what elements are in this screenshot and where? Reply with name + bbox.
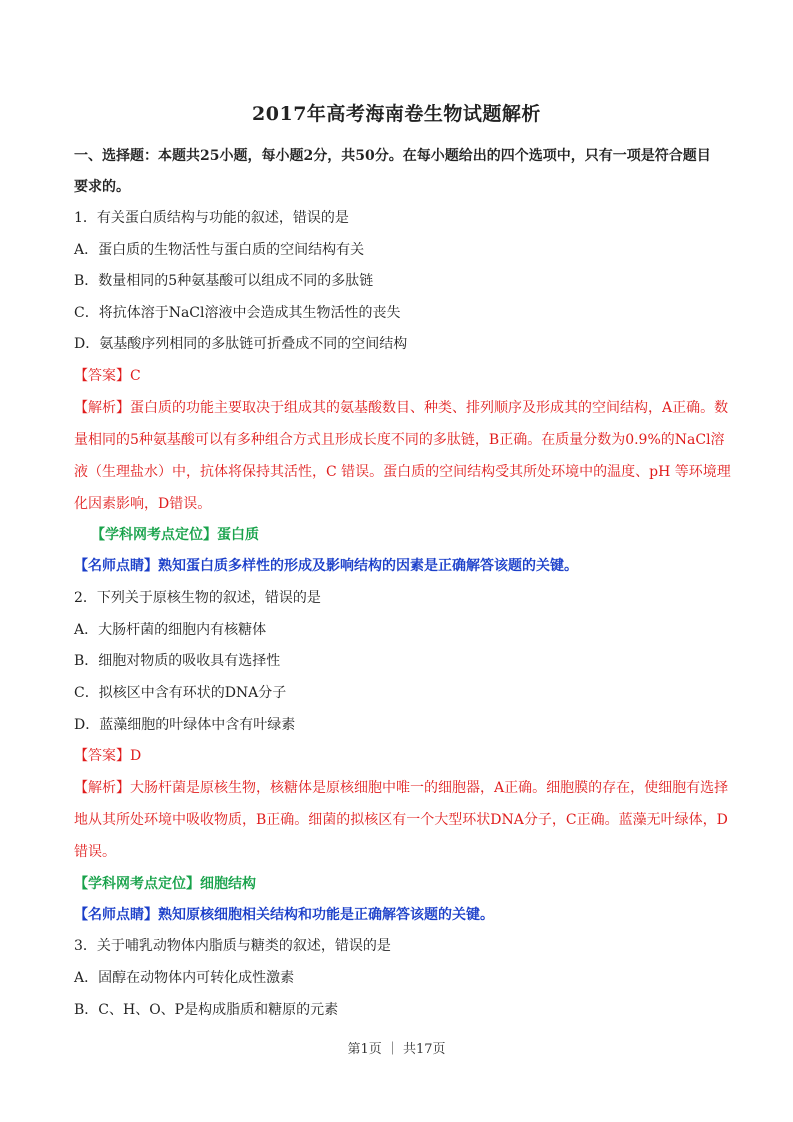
page-footer: 第1页 ｜ 共17页 [347,1042,446,1057]
question-1-knowledge-point: 【学科网考点定位】蛋白质 [91,527,259,543]
question-1-stem: 1．有关蛋白质结构与功能的叙述，错误的是 [74,210,349,226]
question-1-analysis-line-2: 量相同的5种氨基酸可以有多种组合方式且形成长度不同的多肽链，B正确。在质量分数为0.9%的NaCl溶 [74,432,725,448]
question-1-option-d: D．氨基酸序列相同的多肽链可折叠成不同的空间结构 [74,336,408,352]
question-2-analysis-line-2: 地从其所处环境中吸收物质，B正确。细菌的拟核区有一个大型环状DNA分子，C正确。蓝藻无叶绿体，D [74,812,728,828]
page-title: 2017年高考海南卷生物试题解析 [252,103,541,125]
section-heading-line-2: 要求的。 [74,179,130,195]
question-2-option-b: B．细胞对物质的吸收具有选择性 [74,653,281,669]
question-1-option-a: A．蛋白质的生物活性与蛋白质的空间结构有关 [74,242,365,258]
question-1-analysis-line-1: 【解析】蛋白质的功能主要取决于组成其的氨基酸数目、种类、排列顺序及形成其的空间结构，A正确。数 [74,400,729,416]
question-1-expert-tip: 【名师点睛】熟知蛋白质多样性的形成及影响结构的因素是正确解答该题的关键。 [74,558,578,574]
question-2-answer: 【答案】D [74,748,142,764]
question-2-stem: 2．下列关于原核生物的叙述，错误的是 [74,590,321,606]
question-1-answer: 【答案】C [74,368,141,384]
question-2-option-c: C．拟核区中含有环状的DNA分子 [74,685,287,701]
section-heading-line-1: 一、选择题：本题共25小题，每小题2分，共50分。在每小题给出的四个选项中，只有一项是符合题目 [74,148,711,164]
question-1-option-c: C．将抗体溶于NaCl溶液中会造成其生物活性的丧失 [74,305,401,321]
question-1-analysis-line-4: 化因素影响，D错误。 [74,496,212,512]
question-2-analysis-line-1: 【解析】大肠杆菌是原核生物，核糖体是原核细胞中唯一的细胞器，A正确。细胞膜的存在，使细胞有选择 [74,780,729,796]
question-3-option-a: A．固醇在动物体内可转化成性激素 [74,970,295,986]
question-2-knowledge-point: 【学科网考点定位】细胞结构 [74,876,256,892]
question-2-option-d: D．蓝藻细胞的叶绿体中含有叶绿素 [74,717,296,733]
question-2-analysis-line-3: 错误。 [74,844,116,860]
question-1-option-b: B．数量相同的5种氨基酸可以组成不同的多肽链 [74,273,374,289]
question-2-option-a: A．大肠杆菌的细胞内有核糖体 [74,622,267,638]
question-1-analysis-line-3: 液（生理盐水）中，抗体将保持其活性，C 错误。蛋白质的空间结构受其所处环境中的温度、pH 等环境理 [74,464,731,480]
question-3-option-b: B．C、H、O、P是构成脂质和糖原的元素 [74,1002,339,1018]
question-2-expert-tip: 【名师点睛】熟知原核细胞相关结构和功能是正确解答该题的关键。 [74,907,494,923]
question-3-stem: 3．关于哺乳动物体内脂质与糖类的叙述，错误的是 [74,938,391,954]
